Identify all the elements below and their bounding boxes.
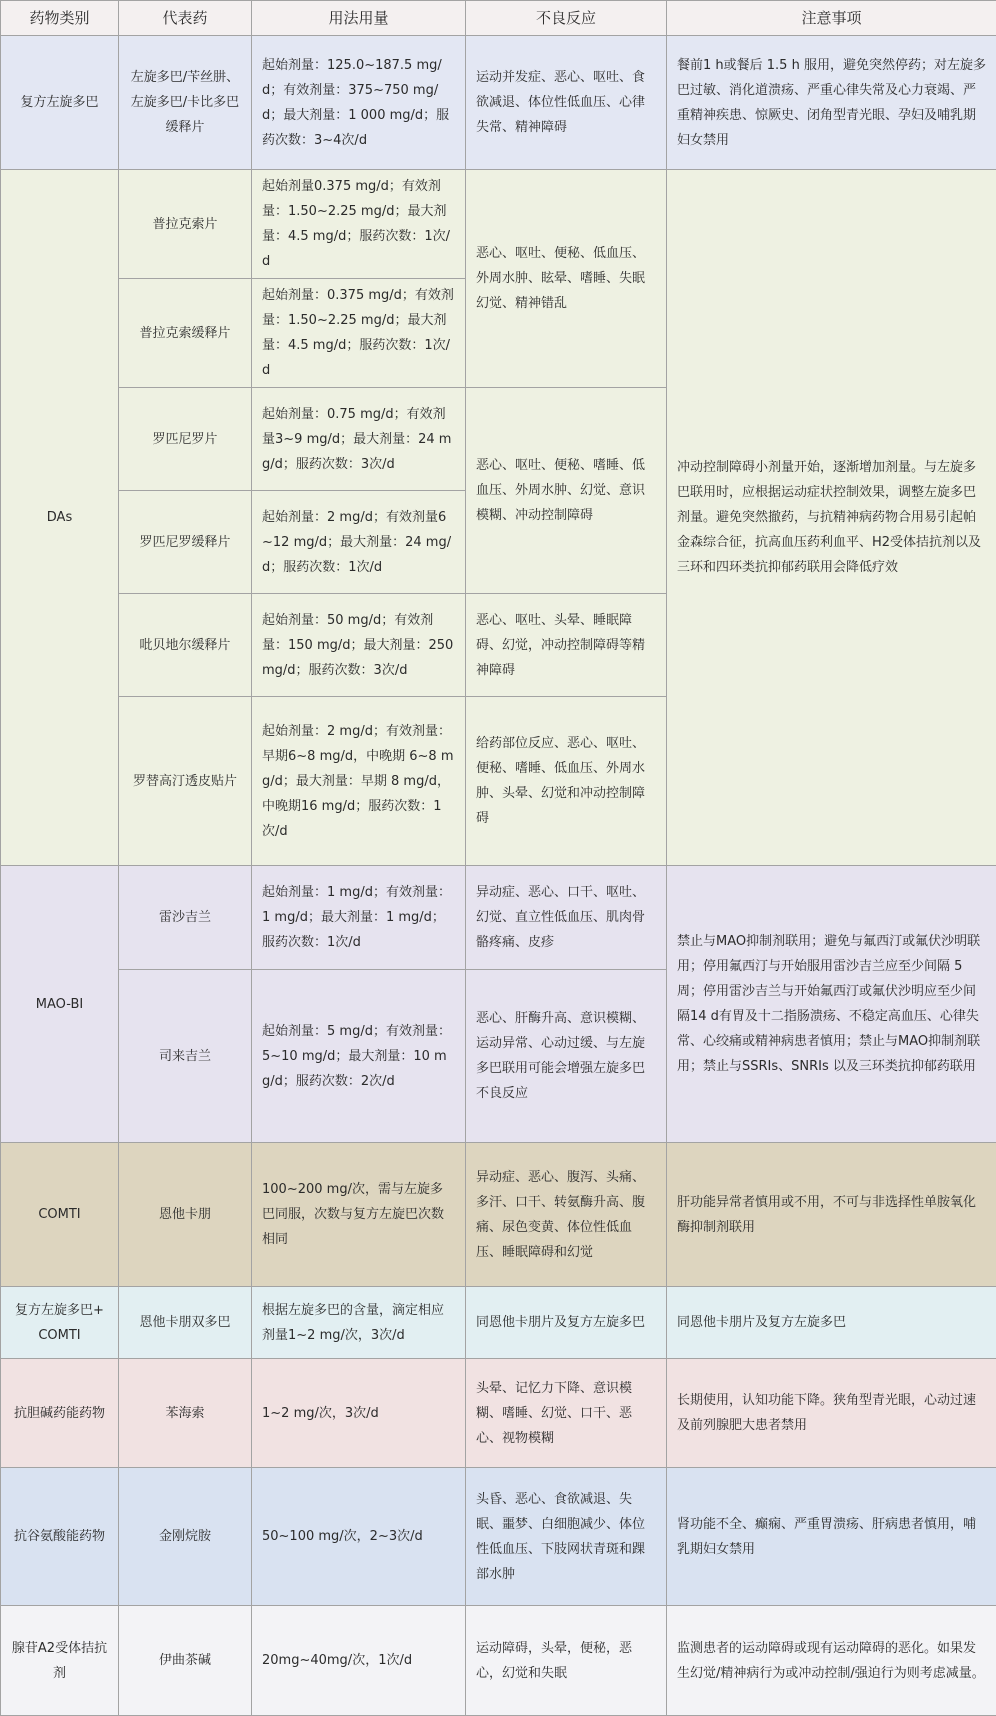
table-row [1,1287,996,1359]
dosage-cell: 起始剂量：2 mg/d；有效剂量6~12 mg/d；最大剂量：24 mg/d；服药次数：1次/d [252,491,466,594]
category-cell: 复方左旋多巴+COMTI [1,1287,119,1359]
header-dosage: 用法用量 [252,1,466,36]
notes-cell: 冲动控制障碍小剂量开始，逐渐增加剂量。与左旋多巴联用时，应根据运动症状控制效果，调整左旋多巴剂量。避免突然撤药，与抗精神病药物合用易引起帕金森综合征，抗高血压药利血平、H2受体拮抗剂以及三环和四环类抗抑郁药联用会降低疗效 [667,170,996,866]
dosage-cell: 起始剂量：5 mg/d；有效剂量：5~10 mg/d；最大剂量：10 mg/d；服药次数：2次/d [252,970,466,1143]
adverse-cell: 异动症、恶心、口干、呕吐、幻觉、直立性低血压、肌肉骨骼疼痛、皮疹 [466,866,667,970]
adverse-cell: 运动障碍，头晕，便秘，恶心，幻觉和失眠 [466,1606,667,1716]
adverse-cell: 异动症、恶心、腹泻、头痛、多汗、口干、转氨酶升高、腹痛、尿色变黄、体位性低血压、睡眠障碍和幻觉 [466,1143,667,1287]
notes-cell: 餐前1 h或餐后 1.5 h 服用，避免突然停药；对左旋多巴过敏、消化道溃疡、严重心律失常及心力衰竭、严重精神疾患、惊厥史、闭角型青光眼、孕妇及哺乳期妇女禁用 [667,36,996,170]
adverse-cell: 头晕、记忆力下降、意识模糊、嗜睡、幻觉、口干、恶心、视物模糊 [466,1359,667,1468]
dosage-cell: 50~100 mg/次，2~3次/d [252,1468,466,1606]
drug-cell: 普拉克索片 [119,170,252,279]
adverse-cell: 恶心、呕吐、头晕、睡眠障碍、幻觉，冲动控制障碍等精神障碍 [466,594,667,697]
drug-cell: 罗匹尼罗片 [119,388,252,491]
adverse-cell: 恶心、呕吐、便秘、低血压、外周水肿、眩晕、嗜睡、失眠幻觉、精神错乱 [466,170,667,388]
notes-cell: 监测患者的运动障碍或现有运动障碍的恶化。如果发生幻觉/精神病行为或冲动控制/强迫行为则考虑减量。 [667,1606,996,1716]
dosage-cell: 1~2 mg/次，3次/d [252,1359,466,1468]
drug-cell: 金刚烷胺 [119,1468,252,1606]
dosage-cell: 起始剂量：1 mg/d；有效剂量：1 mg/d；最大剂量：1 mg/d；服药次数：1次/d [252,866,466,970]
drug-cell: 罗替高汀透皮贴片 [119,697,252,866]
adverse-cell: 运动并发症、恶心、呕吐、食欲减退、体位性低血压、心律失常、精神障碍 [466,36,667,170]
drug-cell: 吡贝地尔缓释片 [119,594,252,697]
dosage-cell: 起始剂量：125.0~187.5 mg/d；有效剂量：375~750 mg/d；最大剂量：1 000 mg/d；服药次数：3~4次/d [252,36,466,170]
header-category: 药物类别 [1,1,119,36]
drug-cell: 恩他卡朋 [119,1143,252,1287]
header-drug: 代表药 [119,1,252,36]
header-notes: 注意事项 [667,1,996,36]
table-row [1,170,996,279]
adverse-cell: 给药部位反应、恶心、呕吐、便秘、嗜睡、低血压、外周水肿、头晕、幻觉和冲动控制障碍 [466,697,667,866]
category-cell: 抗谷氨酸能药物 [1,1468,119,1606]
drug-cell: 左旋多巴/苄丝肼、左旋多巴/卡比多巴缓释片 [119,36,252,170]
table-row [1,866,996,970]
table-header-row [1,1,996,36]
dosage-cell: 100~200 mg/次，需与左旋多巴同服，次数与复方左旋巴次数相同 [252,1143,466,1287]
drug-cell: 苯海索 [119,1359,252,1468]
category-cell: MAO-BI [1,866,119,1143]
drug-cell: 恩他卡朋双多巴 [119,1287,252,1359]
category-cell: COMTI [1,1143,119,1287]
notes-cell: 同恩他卡朋片及复方左旋多巴 [667,1287,996,1359]
notes-cell: 长期使用，认知功能下降。狭角型青光眼，心动过速及前列腺肥大患者禁用 [667,1359,996,1468]
category-cell: DAs [1,170,119,866]
category-cell: 复方左旋多巴 [1,36,119,170]
drug-cell: 罗匹尼罗缓释片 [119,491,252,594]
dosage-cell: 起始剂量：50 mg/d；有效剂量：150 mg/d；最大剂量：250 mg/d；服药次数：3次/d [252,594,466,697]
table-row [1,1468,996,1606]
drug-cell: 雷沙吉兰 [119,866,252,970]
dosage-cell: 20mg~40mg/次，1次/d [252,1606,466,1716]
drug-cell: 普拉克索缓释片 [119,279,252,388]
dosage-cell: 起始剂量：2 mg/d；有效剂量：早期6~8 mg/d，中晚期 6~8 mg/d；最大剂量：早期 8 mg/d，中晚期16 mg/d；服药次数：1次/d [252,697,466,866]
adverse-cell: 同恩他卡朋片及复方左旋多巴 [466,1287,667,1359]
header-adverse: 不良反应 [466,1,667,36]
table-row [1,1143,996,1287]
adverse-cell: 恶心、肝酶升高、意识模糊、运动异常、心动过缓、与左旋多巴联用可能会增强左旋多巴不良反应 [466,970,667,1143]
adverse-cell: 头昏、恶心、食欲减退、失眠、噩梦、白细胞减少、体位性低血压、下肢网状青斑和踝部水肿 [466,1468,667,1606]
dosage-cell: 起始剂量：0.375 mg/d；有效剂量：1.50~2.25 mg/d；最大剂量：4.5 mg/d；服药次数：1次/d [252,279,466,388]
dosage-cell: 根据左旋多巴的含量，滴定相应剂量1~2 mg/次，3次/d [252,1287,466,1359]
drug-cell: 司来吉兰 [119,970,252,1143]
notes-cell: 肾功能不全、癫痫、严重胃溃疡、肝病患者慎用，哺乳期妇女禁用 [667,1468,996,1606]
drug-cell: 伊曲茶碱 [119,1606,252,1716]
table-row [1,36,996,170]
adverse-cell: 恶心、呕吐、便秘、嗜睡、低血压、外周水肿、幻觉、意识模糊、冲动控制障碍 [466,388,667,594]
notes-cell: 肝功能异常者慎用或不用，不可与非选择性单胺氧化酶抑制剂联用 [667,1143,996,1287]
notes-cell: 禁止与MAO抑制剂联用；避免与氟西汀或氟伏沙明联用；停用氟西汀与开始服用雷沙吉兰应至少间隔 5 周；停用雷沙吉兰与开始氟西汀或氟伏沙明应至少间隔14 d有胃及十二指肠溃疡、不稳定高血压、心律失常、心绞痛或精神病患者慎用；禁止与MAO抑制剂联用；禁止与SSRIs、SNRIs 以及三环类抗抑郁药联用 [667,866,996,1143]
table-row [1,1606,996,1716]
table-row [1,1359,996,1468]
category-cell: 腺苷A2受体拮抗剂 [1,1606,119,1716]
dosage-cell: 起始剂量0.375 mg/d；有效剂量：1.50~2.25 mg/d；最大剂量：4.5 mg/d；服药次数：1次/d [252,170,466,279]
category-cell: 抗胆碱药能药物 [1,1359,119,1468]
dosage-cell: 起始剂量：0.75 mg/d；有效剂量3~9 mg/d；最大剂量：24 mg/d；服药次数：3次/d [252,388,466,491]
